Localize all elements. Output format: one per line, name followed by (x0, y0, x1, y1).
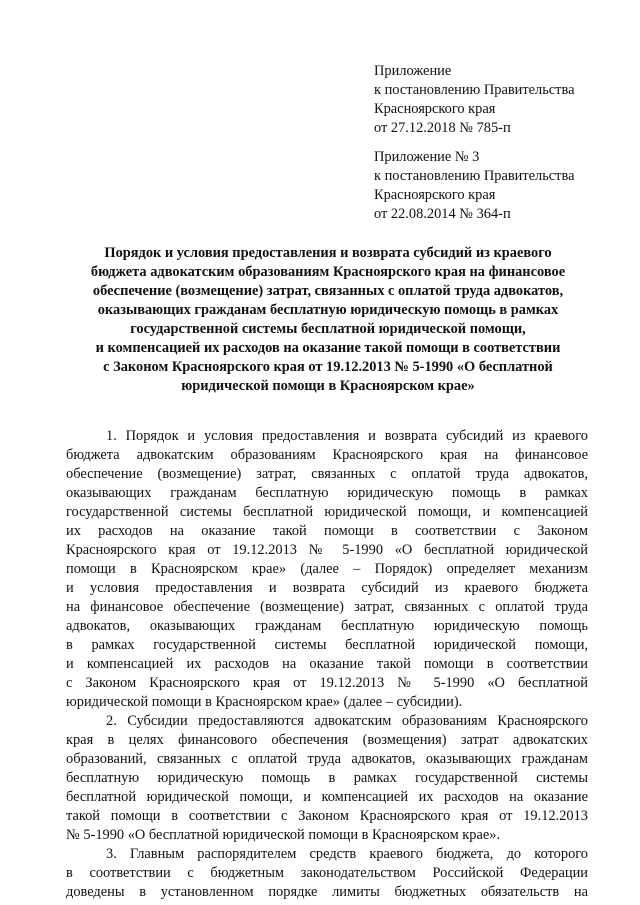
text-line: в рамках государственной системы бесплатной юридической помощи, (66, 637, 588, 653)
text-line: бюджета адвокатским образованиям Красноярского края на финансовое (66, 447, 588, 463)
text-line: 3. Главным распорядителем средств краевого бюджета, до которого (106, 846, 588, 862)
text-line: и компенсацией их расходов на оказание такой помощи в соответствии (66, 656, 588, 672)
text-line: такой помощи в соответствии с Законом Красноярского края от 19.12.2013 (66, 808, 588, 824)
text-line: обеспечение (возмещение) затрат, связанных с оплатой труда адвокатов, (66, 466, 588, 482)
text-line: с Законом Красноярского края от 19.12.2013 № 5-1990 «О бесплатной (66, 675, 588, 691)
text-line: оказывающих гражданам бесплатную юридическую помощь в рамках (66, 485, 588, 501)
text-line: юридической помощи в Красноярском крае» (далее – субсидии). (66, 694, 463, 710)
appendix-line: от 22.08.2014 № 364-п (374, 206, 511, 222)
text-line: бесплатной юридической помощи, и компенсацией их расходов на оказание (66, 789, 588, 805)
text-line: Красноярского края от 19.12.2013 № 5-1990 «О бесплатной юридической (66, 542, 588, 558)
text-line: доведены в установленном порядке лимиты бюджетных обязательств на (66, 884, 588, 900)
title-line: юридической помощи в Красноярском крае» (181, 378, 475, 394)
title-line: бюджета адвокатским образованиям Красноярского края на финансовое (90, 264, 566, 280)
appendix-line: к постановлению Правительства (374, 168, 575, 184)
title-line: и компенсацией их расходов на оказание такой помощи в соответствии (95, 340, 561, 356)
appendix-line: Приложение № 3 (374, 149, 480, 165)
appendix-line: от 27.12.2018 № 785-п (374, 120, 511, 136)
text-line: в соответствии с бюджетным законодательством Российской Федерации (66, 865, 588, 881)
paragraph-2 (66, 712, 588, 845)
text-line: № 5-1990 «О бесплатной юридической помощи в Красноярском крае». (66, 827, 501, 843)
text-line: адвокатов, оказывающих гражданам бесплатную юридическую помощь (66, 618, 588, 634)
text-line: государственной системы бесплатной юридической помощи, и компенсацией (66, 504, 588, 520)
text-line: 1. Порядок и условия предоставления и возврата субсидий из краевого (106, 428, 588, 444)
text-line: их расходов на оказание такой помощи в соответствии с Законом (66, 523, 588, 539)
title-line: Порядок и условия предоставления и возврата субсидий из краевого (104, 245, 552, 261)
document-body (66, 427, 588, 902)
text-line: 2. Субсидии предоставляются адвокатским образованиям Красноярского (106, 713, 588, 729)
paragraph-1 (66, 427, 588, 712)
title-line: обеспечение (возмещение) затрат, связанных с оплатой труда адвокатов, (92, 283, 564, 299)
appendix-line: Приложение (374, 63, 452, 79)
appendix-line: Красноярского края (374, 101, 496, 117)
appendix-line: к постановлению Правительства (374, 82, 575, 98)
paragraph-3 (66, 845, 588, 902)
appendix-header-original (374, 148, 624, 224)
text-line: бесплатную юридическую помощь в рамках государственной системы (66, 770, 588, 786)
appendix-line: Красноярского края (374, 187, 496, 203)
appendix-header-current (374, 62, 624, 138)
title-line: с Законом Красноярского края от 19.12.2013 № 5-1990 «О бесплатной (103, 359, 553, 375)
text-line: и условия предоставления и возврата субсидий из краевого бюджета (66, 580, 588, 596)
title-line: государственной системы бесплатной юридической помощи, (130, 321, 526, 337)
text-line: помощи в Красноярском крае» (далее – Порядок) определяет механизм (66, 561, 588, 577)
document-title (64, 244, 592, 396)
text-line: образований, связанных с оплатой труда адвокатов, оказывающих гражданам (66, 751, 588, 767)
text-line: края в целях финансового обеспечения (возмещения) затрат адвокатских (66, 732, 588, 748)
text-line: на финансовое обеспечение (возмещение) затрат, связанных с оплатой труда (66, 599, 588, 615)
title-line: оказывающих гражданам бесплатную юридическую помощь в рамках (97, 302, 559, 318)
